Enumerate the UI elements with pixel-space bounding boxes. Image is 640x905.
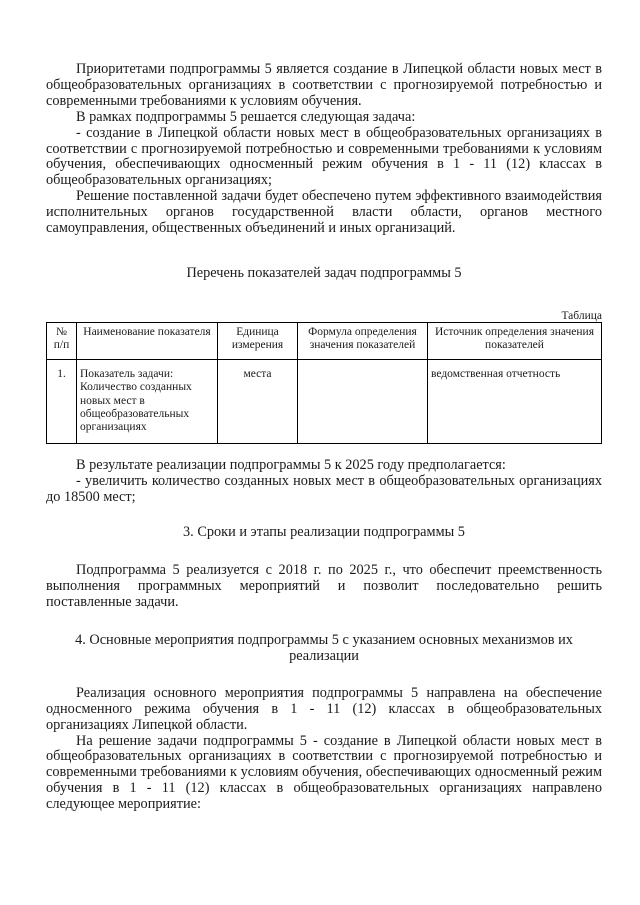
- document-page: [46, 62, 602, 813]
- cell-formula: [298, 359, 428, 443]
- table-row: [47, 359, 602, 443]
- section3-paragraph: Подпрограмма 5 реализуется с 2018 г. по 2025 г., что обеспечит преемственность выполнения программных мероприятий и позволит последовательно решить поставленные задачи.: [46, 562, 602, 611]
- table-label: Таблица: [561, 309, 602, 322]
- section4-title: 4. Основные мероприятия подпрограммы 5 с указанием основных механизмов их реализации: [75, 632, 573, 664]
- intro-paragraph-priorities: Приоритетами подпрограммы 5 является создание в Липецкой области новых мест в общеобразовательных организациях в соответствии с прогнозируемой потребностью и современными требованиями к условиям обучения.: [46, 61, 602, 109]
- section4-paragraph-2: На решение задачи подпрограммы 5 - создание в Липецкой области новых мест в общеобразовательных организациях в соответствии с прогнозируемой потребностью и современными требованиями к условиям обучения, обеспечивающих односменный режим обучения в 1 - 11 (12) классах в общеобразовательных организациях направлено следующее мероприятие:: [46, 732, 602, 813]
- intro-paragraph-task-lead: В рамках подпрограммы 5 решается следующая задача:: [76, 108, 416, 125]
- header-formula: Формула определения значения показателей: [298, 322, 428, 359]
- results-paragraph: В результате реализации подпрограммы 5 к 2025 году предполагается:: [76, 456, 506, 473]
- table-header-row: [47, 322, 602, 359]
- cell-source: ведомственная отчетность: [428, 359, 602, 443]
- header-unit: Единица измерения: [218, 322, 298, 359]
- section3-title: 3. Сроки и этапы реализации подпрограммы 5: [183, 524, 465, 541]
- cell-unit: места: [218, 359, 298, 443]
- cell-name: Показатель задачи: Количество созданных новых мест в общеобразовательных организациях: [77, 359, 218, 443]
- intro-paragraph-task: - создание в Липецкой области новых мест в общеобразовательных организациях в соответствии с прогнозируемой потребностью и современными требованиями к условиям обучения, обеспечивающих односменный режим обучения в 1 - 11 (12) классах в общеобразовательных организациях;: [46, 124, 602, 189]
- indicators-table: [46, 322, 602, 444]
- cell-num: 1.: [47, 359, 77, 443]
- indicators-heading: Перечень показателей задач подпрограммы 5: [186, 264, 462, 281]
- header-source: Источник определения значения показателей: [428, 322, 602, 359]
- header-name: Наименование показателя: [77, 322, 218, 359]
- section4-paragraph-1: Реализация основного мероприятия подпрограммы 5 направлена на обеспечение односменного режима обучения в 1 - 11 (12) классах в общеобразовательных организациях Липецкой области.: [46, 684, 602, 733]
- intro-paragraph-solution: Решение поставленной задачи будет обеспечено путем эффективного взаимодействия исполнительных органов государственной власти области, органов местного самоуправления, общественных объединений и иных организаций.: [46, 188, 602, 237]
- results-item: - увеличить количество созданных новых мест в общеобразовательных организациях до 18500 мест;: [46, 472, 602, 505]
- header-num: № п/п: [47, 322, 77, 359]
